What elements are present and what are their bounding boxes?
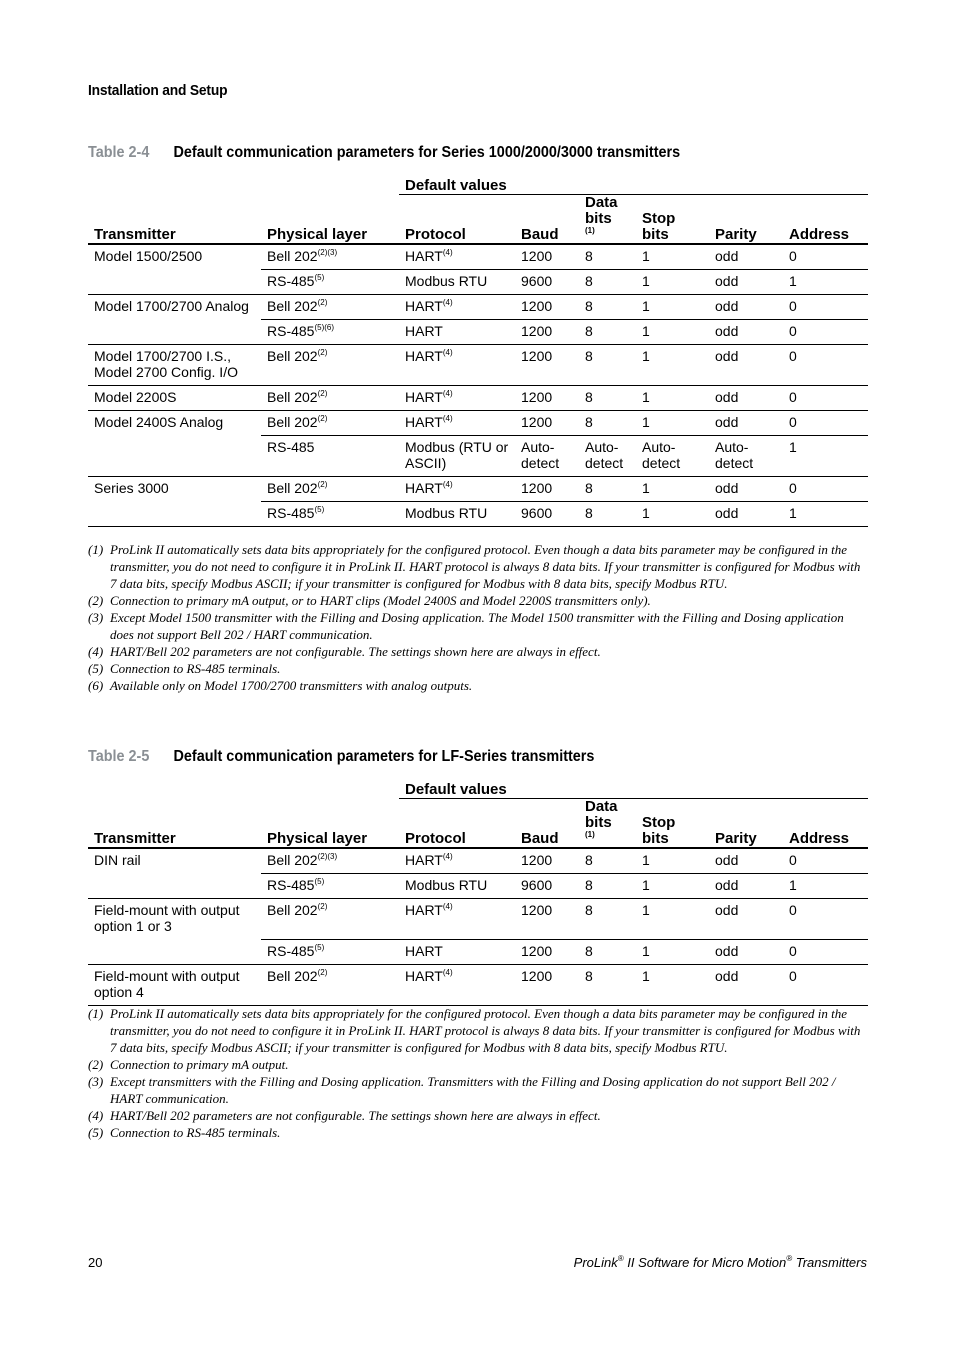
cell-stop-bits: Auto-detect	[636, 436, 709, 477]
cell-protocol: Modbus RTU	[399, 874, 515, 899]
col-data-bits: Data bits$^{(1)}$	[579, 195, 636, 245]
table-row	[88, 411, 868, 436]
page-number: 20	[88, 1255, 103, 1270]
col-physical-layer: Physical layer	[261, 195, 399, 245]
cell-protocol: Modbus RTU	[399, 270, 515, 295]
cell-transmitter: Series 3000	[94, 480, 169, 496]
cell-baud: 1200	[515, 964, 579, 1005]
cell-address: 1	[783, 270, 868, 295]
cell-protocol: HART$^{(4)}$	[399, 345, 515, 386]
footnote: (4) HART/Bell 202 parameters are not configurable. The settings shown here are always in effect.	[88, 1108, 601, 1123]
cell-parity: odd	[709, 848, 783, 874]
cell-data-bits: 8	[579, 411, 636, 436]
cell-baud: Auto-detect	[515, 436, 579, 477]
cell-physical-layer: Bell 202$^{(2)}$	[261, 295, 399, 320]
cell-baud: 1200	[515, 848, 579, 874]
cell-physical-layer: RS-485$^{(5)}$	[261, 939, 399, 964]
table-row	[88, 874, 868, 899]
table-row	[88, 899, 868, 940]
cell-baud: 1200	[515, 320, 579, 345]
footnote: (1) ProLink II automatically sets data bits appropriately for the configured protocol. Even though a data bits parameter may be configured in the transmitter, you do not need to configure it in ProLink II. HART protocol is always 8 data bits. If your transmitter is configured for Modbus with 7 data bits, specify Modbus ASCII; if your transmitter is configured for Modbus with 8 data bits, specify Modbus RTU.	[88, 542, 861, 591]
data-table	[88, 178, 868, 527]
cell-baud: 1200	[515, 411, 579, 436]
table-row	[88, 436, 868, 477]
cell-physical-layer: Bell 202$^{(2)}$	[261, 345, 399, 386]
table-row	[88, 502, 868, 527]
cell-stop-bits: 1	[636, 320, 709, 345]
group-header: Default values	[399, 782, 868, 799]
cell-stop-bits: 1	[636, 345, 709, 386]
cell-transmitter	[88, 874, 261, 899]
cell-stop-bits: 1	[636, 939, 709, 964]
cell-protocol: Modbus (RTU or ASCII)	[399, 436, 515, 477]
cell-transmitter	[88, 320, 261, 345]
cell-data-bits: 8	[579, 345, 636, 386]
cell-data-bits: 8	[579, 295, 636, 320]
table-row	[88, 320, 868, 345]
cell-address: 0	[783, 899, 868, 940]
cell-baud: 1200	[515, 295, 579, 320]
cell-physical-layer: Bell $202^{(2)(3)}$	[261, 244, 399, 270]
cell-parity: odd	[709, 386, 783, 411]
col-stop-bits: Stop bits	[636, 799, 709, 849]
cell-physical-layer: RS-485$^{(5)}$	[261, 502, 399, 527]
table-notes	[88, 1005, 868, 1141]
cell-address: 1	[783, 502, 868, 527]
cell-parity: odd	[709, 899, 783, 940]
table-row	[88, 345, 868, 386]
cell-address: 0	[783, 477, 868, 502]
cell-transmitter: Field-mount with output option 4	[88, 964, 261, 1005]
cell-baud: 1200	[515, 244, 579, 270]
cell-address: 1	[783, 874, 868, 899]
col-parity: Parity	[709, 195, 783, 245]
col-address: Address	[783, 799, 868, 849]
cell-stop-bits: 1	[636, 874, 709, 899]
footnote: (5) Connection to RS-485 terminals.	[88, 661, 281, 676]
cell-data-bits: 8	[579, 386, 636, 411]
col-data-bits: Data bits$^{(1)}$	[579, 799, 636, 849]
cell-address: 1	[783, 436, 868, 477]
cell-protocol: HART$^{(4)}$	[399, 477, 515, 502]
col-physical-layer: Physical layer	[261, 799, 399, 849]
cell-physical-layer: Bell 202$^{(2)}$	[261, 899, 399, 940]
cell-baud: 1200	[515, 386, 579, 411]
col-transmitter: Transmitter	[88, 799, 261, 849]
cell-stop-bits: 1	[636, 244, 709, 270]
cell-transmitter: Model 1700/2700 Analog	[94, 298, 249, 314]
cell-data-bits: 8	[579, 874, 636, 899]
col-baud: Baud	[515, 799, 579, 849]
cell-baud: 1200	[515, 477, 579, 502]
footnote: (2) Connection to primary mA output.	[88, 1057, 289, 1072]
cell-protocol: HART$^{(4)}$	[399, 848, 515, 874]
cell-protocol: HART$^{(4)}$	[399, 244, 515, 270]
cell-physical-layer: RS-485$^{(5)}$	[261, 270, 399, 295]
cell-protocol: Modbus RTU	[399, 502, 515, 527]
cell-data-bits: 8	[579, 964, 636, 1005]
cell-protocol: HART$^{(4)}$	[399, 411, 515, 436]
cell-physical-layer: Bell 202$^{(2)}$	[261, 411, 399, 436]
cell-parity: odd	[709, 345, 783, 386]
footnote: (3) Except Model 1500 transmitter with the Filling and Dosing application. The Model 1500 transmitter with the Filling and Dosing application does not support Bell 202 / HART communication.	[88, 610, 844, 642]
cell-parity: odd	[709, 502, 783, 527]
cell-transmitter: Model 2200S	[88, 386, 261, 411]
table-title: Default communication parameters for Series 1000/2000/3000 transmitters	[173, 144, 681, 161]
cell-protocol: HART$^{(4)}$	[399, 295, 515, 320]
cell-data-bits: 8	[579, 848, 636, 874]
cell-stop-bits: 1	[636, 502, 709, 527]
cell-address: 0	[783, 244, 868, 270]
cell-stop-bits: 1	[636, 964, 709, 1005]
cell-baud: 9600	[515, 874, 579, 899]
cell-parity: odd	[709, 411, 783, 436]
table-caption	[88, 144, 680, 162]
table-row	[88, 295, 868, 320]
table-row	[88, 244, 868, 270]
group-header: Default values	[399, 178, 868, 195]
cell-data-bits: 8	[579, 477, 636, 502]
cell-data-bits: 8	[579, 899, 636, 940]
cell-protocol: HART$^{(4)}$	[399, 964, 515, 1005]
cell-address: 0	[783, 848, 868, 874]
cell-parity: odd	[709, 295, 783, 320]
cell-physical-layer: Bell 202$^{(2)}$	[261, 964, 399, 1005]
table-number: Table 2-4	[88, 144, 150, 161]
col-protocol: Protocol	[399, 195, 515, 245]
cell-protocol: HART	[399, 320, 515, 345]
table-row	[88, 386, 868, 411]
cell-stop-bits: 1	[636, 270, 709, 295]
cell-transmitter	[88, 270, 261, 295]
cell-address: 0	[783, 320, 868, 345]
section-header: Installation and Setup	[88, 82, 228, 99]
col-protocol: Protocol	[399, 799, 515, 849]
cell-protocol: HART$^{(4)}$	[399, 386, 515, 411]
cell-stop-bits: 1	[636, 477, 709, 502]
cell-address: 0	[783, 295, 868, 320]
cell-address: 0	[783, 964, 868, 1005]
header-row	[88, 195, 868, 245]
cell-parity: Auto-detect	[709, 436, 783, 477]
cell-data-bits: Auto-detect	[579, 436, 636, 477]
cell-address: 0	[783, 345, 868, 386]
cell-baud: 9600	[515, 270, 579, 295]
col-address: Address	[783, 195, 868, 245]
table-notes	[88, 541, 868, 694]
cell-baud: 1200	[515, 345, 579, 386]
cell-transmitter: DIN rail	[94, 852, 141, 868]
cell-transmitter	[88, 436, 261, 477]
cell-parity: odd	[709, 477, 783, 502]
cell-baud: 9600	[515, 502, 579, 527]
cell-stop-bits: 1	[636, 899, 709, 940]
cell-parity: odd	[709, 964, 783, 1005]
cell-stop-bits: 1	[636, 386, 709, 411]
footnote: (3) Except transmitters with the Filling and Dosing application. Transmitters with the Filling and Dosing application do not support Bell 202 / HART communication.	[88, 1074, 836, 1106]
cell-protocol: HART	[399, 939, 515, 964]
footnote: (4) HART/Bell 202 parameters are not configurable. The settings shown here are always in effect.	[88, 644, 601, 659]
cell-parity: odd	[709, 320, 783, 345]
cell-transmitter: Model 1700/2700 I.S., Model 2700 Config. I/O	[88, 345, 261, 386]
col-transmitter: Transmitter	[88, 195, 261, 245]
cell-address: 0	[783, 386, 868, 411]
cell-physical-layer: $RS-485^{(5)(6)}$	[261, 320, 399, 345]
cell-address: 0	[783, 939, 868, 964]
table-row	[88, 270, 868, 295]
cell-transmitter: Model 1500/2500	[94, 248, 203, 264]
table-row	[88, 964, 868, 1005]
cell-physical-layer: RS-485	[261, 436, 399, 477]
cell-parity: odd	[709, 270, 783, 295]
cell-data-bits: 8	[579, 244, 636, 270]
cell-transmitter: Model 2400S Analog	[94, 414, 224, 430]
cell-stop-bits: 1	[636, 411, 709, 436]
footer-title: ProLink® II Software for Micro Motion® Transmitters	[573, 1254, 867, 1270]
cell-physical-layer: Bell $202^{(2)(3)}$	[261, 848, 399, 874]
cell-transmitter: Field-mount with output option 1 or 3	[94, 902, 240, 934]
cell-transmitter	[88, 502, 261, 527]
table-title: Default communication parameters for LF-Series transmitters	[173, 748, 595, 765]
cell-physical-layer: RS-485$^{(5)}$	[261, 874, 399, 899]
cell-transmitter	[88, 939, 261, 964]
cell-physical-layer: Bell 202$^{(2)}$	[261, 477, 399, 502]
cell-baud: 1200	[515, 899, 579, 940]
data-table	[88, 782, 868, 1006]
cell-parity: odd	[709, 939, 783, 964]
cell-stop-bits: 1	[636, 295, 709, 320]
cell-baud: 1200	[515, 939, 579, 964]
table-row	[88, 477, 868, 502]
table-caption	[88, 748, 594, 766]
col-baud: Baud	[515, 195, 579, 245]
col-stop-bits: Stop bits	[636, 195, 709, 245]
cell-data-bits: 8	[579, 939, 636, 964]
footnote: (1) ProLink II automatically sets data bits appropriately for the configured protocol. Even though a data bits parameter may be configured in the transmitter, you do not need to configure it in ProLink II. HART protocol is always 8 data bits. If your transmitter is configured for Modbus with 7 data bits, specify Modbus ASCII; if your transmitter is configured for Modbus with 8 data bits, specify Modbus RTU.	[88, 1006, 861, 1055]
cell-data-bits: 8	[579, 502, 636, 527]
table-number: Table 2-5	[88, 748, 150, 765]
cell-data-bits: 8	[579, 270, 636, 295]
cell-parity: odd	[709, 874, 783, 899]
cell-data-bits: 8	[579, 320, 636, 345]
footnote: (5) Connection to RS-485 terminals.	[88, 1125, 281, 1140]
cell-protocol: HART$^{(4)}$	[399, 899, 515, 940]
cell-parity: odd	[709, 244, 783, 270]
cell-address: 0	[783, 411, 868, 436]
footnote: (2) Connection to primary mA output, or to HART clips (Model 2400S and Model 2200S transmitters only).	[88, 593, 651, 608]
footnote: (6) Available only on Model 1700/2700 transmitters with analog outputs.	[88, 678, 473, 693]
table-row	[88, 939, 868, 964]
table-row	[88, 848, 868, 874]
header-row	[88, 799, 868, 849]
cell-physical-layer: Bell 202$^{(2)}$	[261, 386, 399, 411]
col-parity: Parity	[709, 799, 783, 849]
cell-stop-bits: 1	[636, 848, 709, 874]
